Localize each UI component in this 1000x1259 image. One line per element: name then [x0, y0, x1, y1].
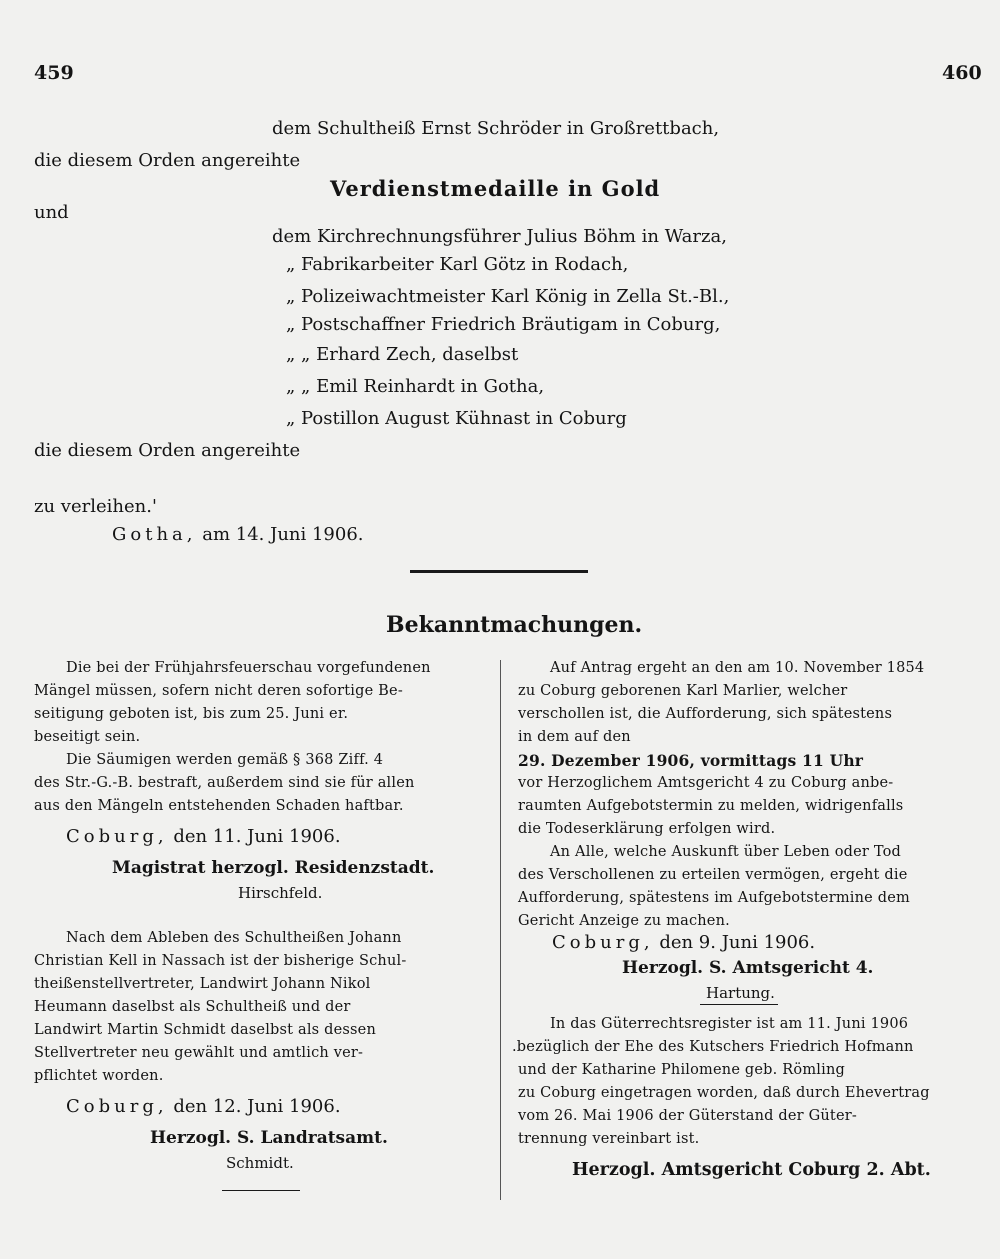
text-line: des Str.-G.-B. bestraft, außerdem sind sie für allen	[34, 775, 415, 791]
signatory-name: Schmidt.	[226, 1154, 294, 1172]
orden-line-1: die diesem Orden angereihte	[34, 150, 301, 171]
signature-authority: Herzogl. Amtsgericht Coburg 2. Abt.	[572, 1160, 931, 1180]
text-line: des Verschollenen zu erteilen vermögen, ergeht die	[518, 867, 908, 883]
signatory-name: Hirschfeld.	[238, 884, 323, 902]
place: Coburg,	[66, 826, 168, 847]
page-number-left: 459	[34, 62, 74, 84]
text-line: aus den Mängeln entstehenden Schaden haftbar.	[34, 798, 404, 814]
text-line: Stellvertreter neu gewählt und amtlich ver-	[34, 1045, 364, 1061]
dateline	[552, 932, 815, 953]
text-line-bold: 29. Dezember 1906, vormittags 11 Uhr	[518, 751, 864, 770]
text-line: vom 26. Mai 1906 der Güterstand der Güter-	[518, 1108, 857, 1124]
text-line: beseitigt sein.	[34, 729, 141, 745]
text-line: raumten Aufgebotstermin zu melden, widrigenfalls	[518, 798, 904, 814]
recipient-3: „ Polizeiwachtmeister Karl König in Zella St.-Bl.,	[286, 286, 730, 307]
text-line: die Todeserklärung erfolgen wird.	[518, 821, 776, 837]
text-line: trennung vereinbart ist.	[518, 1131, 700, 1147]
text-line: .bezüglich der Ehe des Kutschers Friedrich Hofmann	[512, 1039, 914, 1055]
signature-authority: Magistrat herzogl. Residenzstadt.	[112, 858, 435, 878]
section-divider	[410, 570, 588, 573]
recipient-4: „ Postschaffner Friedrich Bräutigam in Coburg,	[286, 314, 721, 335]
text-line: in dem auf den	[518, 729, 631, 745]
place: Coburg,	[552, 932, 654, 953]
text-line: und der Katharine Philomene geb. Römling	[518, 1062, 845, 1078]
verleihen-line: zu verleihen.'	[34, 496, 157, 517]
end-rule	[222, 1190, 300, 1191]
text-line: Christian Kell in Nassach ist der bisherige Schul-	[34, 953, 407, 969]
text-line: Landwirt Martin Schmidt daselbst als dessen	[34, 1022, 376, 1038]
date: den 11. Juni 1906.	[173, 826, 341, 847]
und-line: und	[34, 202, 69, 223]
gotha-dateline	[112, 524, 364, 545]
recipient-2: „ Fabrikarbeiter Karl Götz in Rodach,	[286, 254, 629, 275]
text-line: Heumann daselbst als Schultheiß und der	[34, 999, 351, 1015]
medal-gold-heading: Verdienstmedaille in Gold	[330, 176, 661, 201]
column-divider	[500, 660, 501, 1200]
text-line: Aufforderung, spätestens im Aufgebotstermine dem	[518, 890, 910, 906]
place: Coburg,	[66, 1096, 168, 1117]
text-line: theißenstellvertreter, Landwirt Johann Nikol	[34, 976, 371, 992]
recipient-5: „ „ Erhard Zech, daselbst	[286, 344, 519, 365]
text-line: Gericht Anzeige zu machen.	[518, 913, 730, 929]
gotha-place: Gotha,	[112, 524, 197, 545]
end-rule	[700, 1004, 778, 1005]
text-line: Mängel müssen, sofern nicht deren sofortige Be-	[34, 683, 403, 699]
date: den 9. Juni 1906.	[659, 932, 816, 953]
dateline	[66, 1096, 341, 1117]
text-line: pflichtet worden.	[34, 1068, 164, 1084]
recipient-1: dem Kirchrechnungsführer Julius Böhm in Warza,	[272, 226, 727, 247]
signatory-name: Hartung.	[706, 984, 775, 1002]
text-line: Die bei der Frühjahrsfeuerschau vorgefundenen	[66, 660, 431, 676]
award-recipient-line: dem Schultheiß Ernst Schröder in Großrettbach,	[272, 118, 720, 139]
recipient-6: „ „ Emil Reinhardt in Gotha,	[286, 376, 545, 397]
text-line: Auf Antrag ergeht an den am 10. November 1854	[550, 660, 925, 676]
date: den 12. Juni 1906.	[173, 1096, 341, 1117]
bekanntmachungen-heading: Bekanntmachungen.	[386, 612, 643, 638]
gotha-date: am 14. Juni 1906.	[202, 524, 364, 545]
orden-line-2: die diesem Orden angereihte	[34, 440, 301, 461]
text-line: verschollen ist, die Aufforderung, sich spätestens	[518, 706, 893, 722]
page-number-right: 460	[942, 62, 982, 84]
text-line: An Alle, welche Auskunft über Leben oder Tod	[550, 844, 902, 860]
text-line: zu Coburg eingetragen worden, daß durch Ehevertrag	[518, 1085, 930, 1101]
recipient-7: „ Postillon August Kühnast in Coburg	[286, 408, 627, 429]
text-line: Nach dem Ableben des Schultheißen Johann	[66, 930, 402, 946]
text-line: In das Güterrechtsregister ist am 11. Juni 1906	[550, 1016, 909, 1032]
dateline	[66, 826, 341, 847]
text-line: zu Coburg geborenen Karl Marlier, welcher	[518, 683, 848, 699]
signature-authority: Herzogl. S. Amtsgericht 4.	[622, 958, 874, 978]
text-line: vor Herzoglichem Amtsgericht 4 zu Coburg anbe-	[518, 775, 894, 791]
text-line: seitigung geboten ist, bis zum 25. Juni er.	[34, 706, 349, 722]
text-line: Die Säumigen werden gemäß § 368 Ziff. 4	[66, 752, 384, 768]
signature-authority: Herzogl. S. Landratsamt.	[150, 1128, 388, 1148]
